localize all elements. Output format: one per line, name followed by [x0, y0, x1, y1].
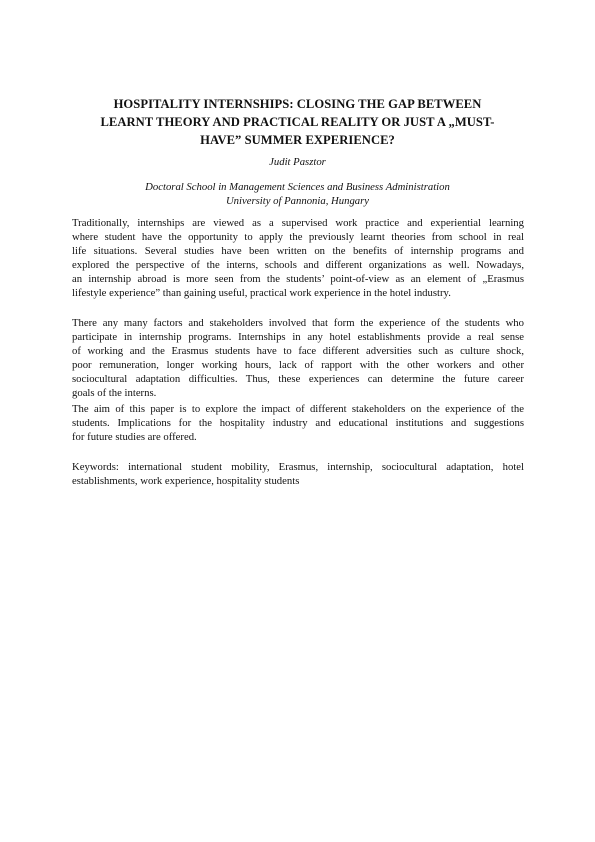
abstract-paragraph-1 [72, 216, 524, 300]
text-line: goals of the interns. [72, 387, 157, 399]
text-line: There any many factors and stakeholders involved that form the experience of the students who [72, 317, 524, 329]
affiliation-line: Doctoral School in Management Sciences and Business Administration [145, 181, 450, 193]
text-line: where student have the opportunity to apply the previously learnt theories from school in real [72, 231, 524, 243]
author-name: Judit Pasztor [269, 156, 326, 168]
abstract-paragraph-3 [72, 402, 524, 444]
text-line: sociocultural adaptation difficulties. Thus, these experiences can determine the future career [72, 373, 524, 385]
text-line: Keywords: international student mobility, Erasmus, internship, sociocultural adaptation, hotel [72, 461, 524, 473]
affiliation-line: University of Pannonia, Hungary [225, 195, 370, 207]
abstract-paragraph-2 [72, 316, 524, 400]
author-affiliation [0, 180, 595, 208]
text-line: for future studies are offered. [72, 431, 197, 443]
keywords-paragraph [72, 460, 524, 488]
title-line: LEARNT THEORY AND PRACTICAL REALITY OR JUST A „MUST- [100, 115, 495, 129]
text-line: establishments, work experience, hospitality students [72, 475, 300, 487]
title-line: HAVE” SUMMER EXPERIENCE? [200, 133, 395, 147]
title-line: HOSPITALITY INTERNSHIPS: CLOSING THE GAP BETWEEN [113, 97, 482, 111]
text-line: Traditionally, internships are viewed as a supervised work practice and experiential learning [72, 217, 524, 229]
text-line: explored the perspective of the interns, schools and different organizations as well. Nowadays, [72, 259, 524, 271]
text-line: life situations. Several studies have been written on the benefits of internship programs and [72, 245, 524, 257]
text-line: of working and the Erasmus students have to face different adversities such as culture shock, [72, 345, 524, 357]
text-line: students. Implications for the hospitality industry and educational institutions and suggestions [72, 417, 524, 429]
text-line: lifestyle experience” than gaining useful, practical work experience in the hotel industry. [72, 287, 451, 299]
text-line: an internship abroad is more seen from the students’ point-of-view as an element of „Erasmus [72, 273, 524, 285]
paper-title [70, 95, 525, 149]
text-line: participate in internship programs. Internships in any hotel establishments provide a real sense [72, 331, 524, 343]
text-line: The aim of this paper is to explore the impact of different stakeholders on the experience of the [72, 403, 524, 415]
text-line: poor remuneration, longer working hours, lack of rapport with the other workers and other [72, 359, 524, 371]
